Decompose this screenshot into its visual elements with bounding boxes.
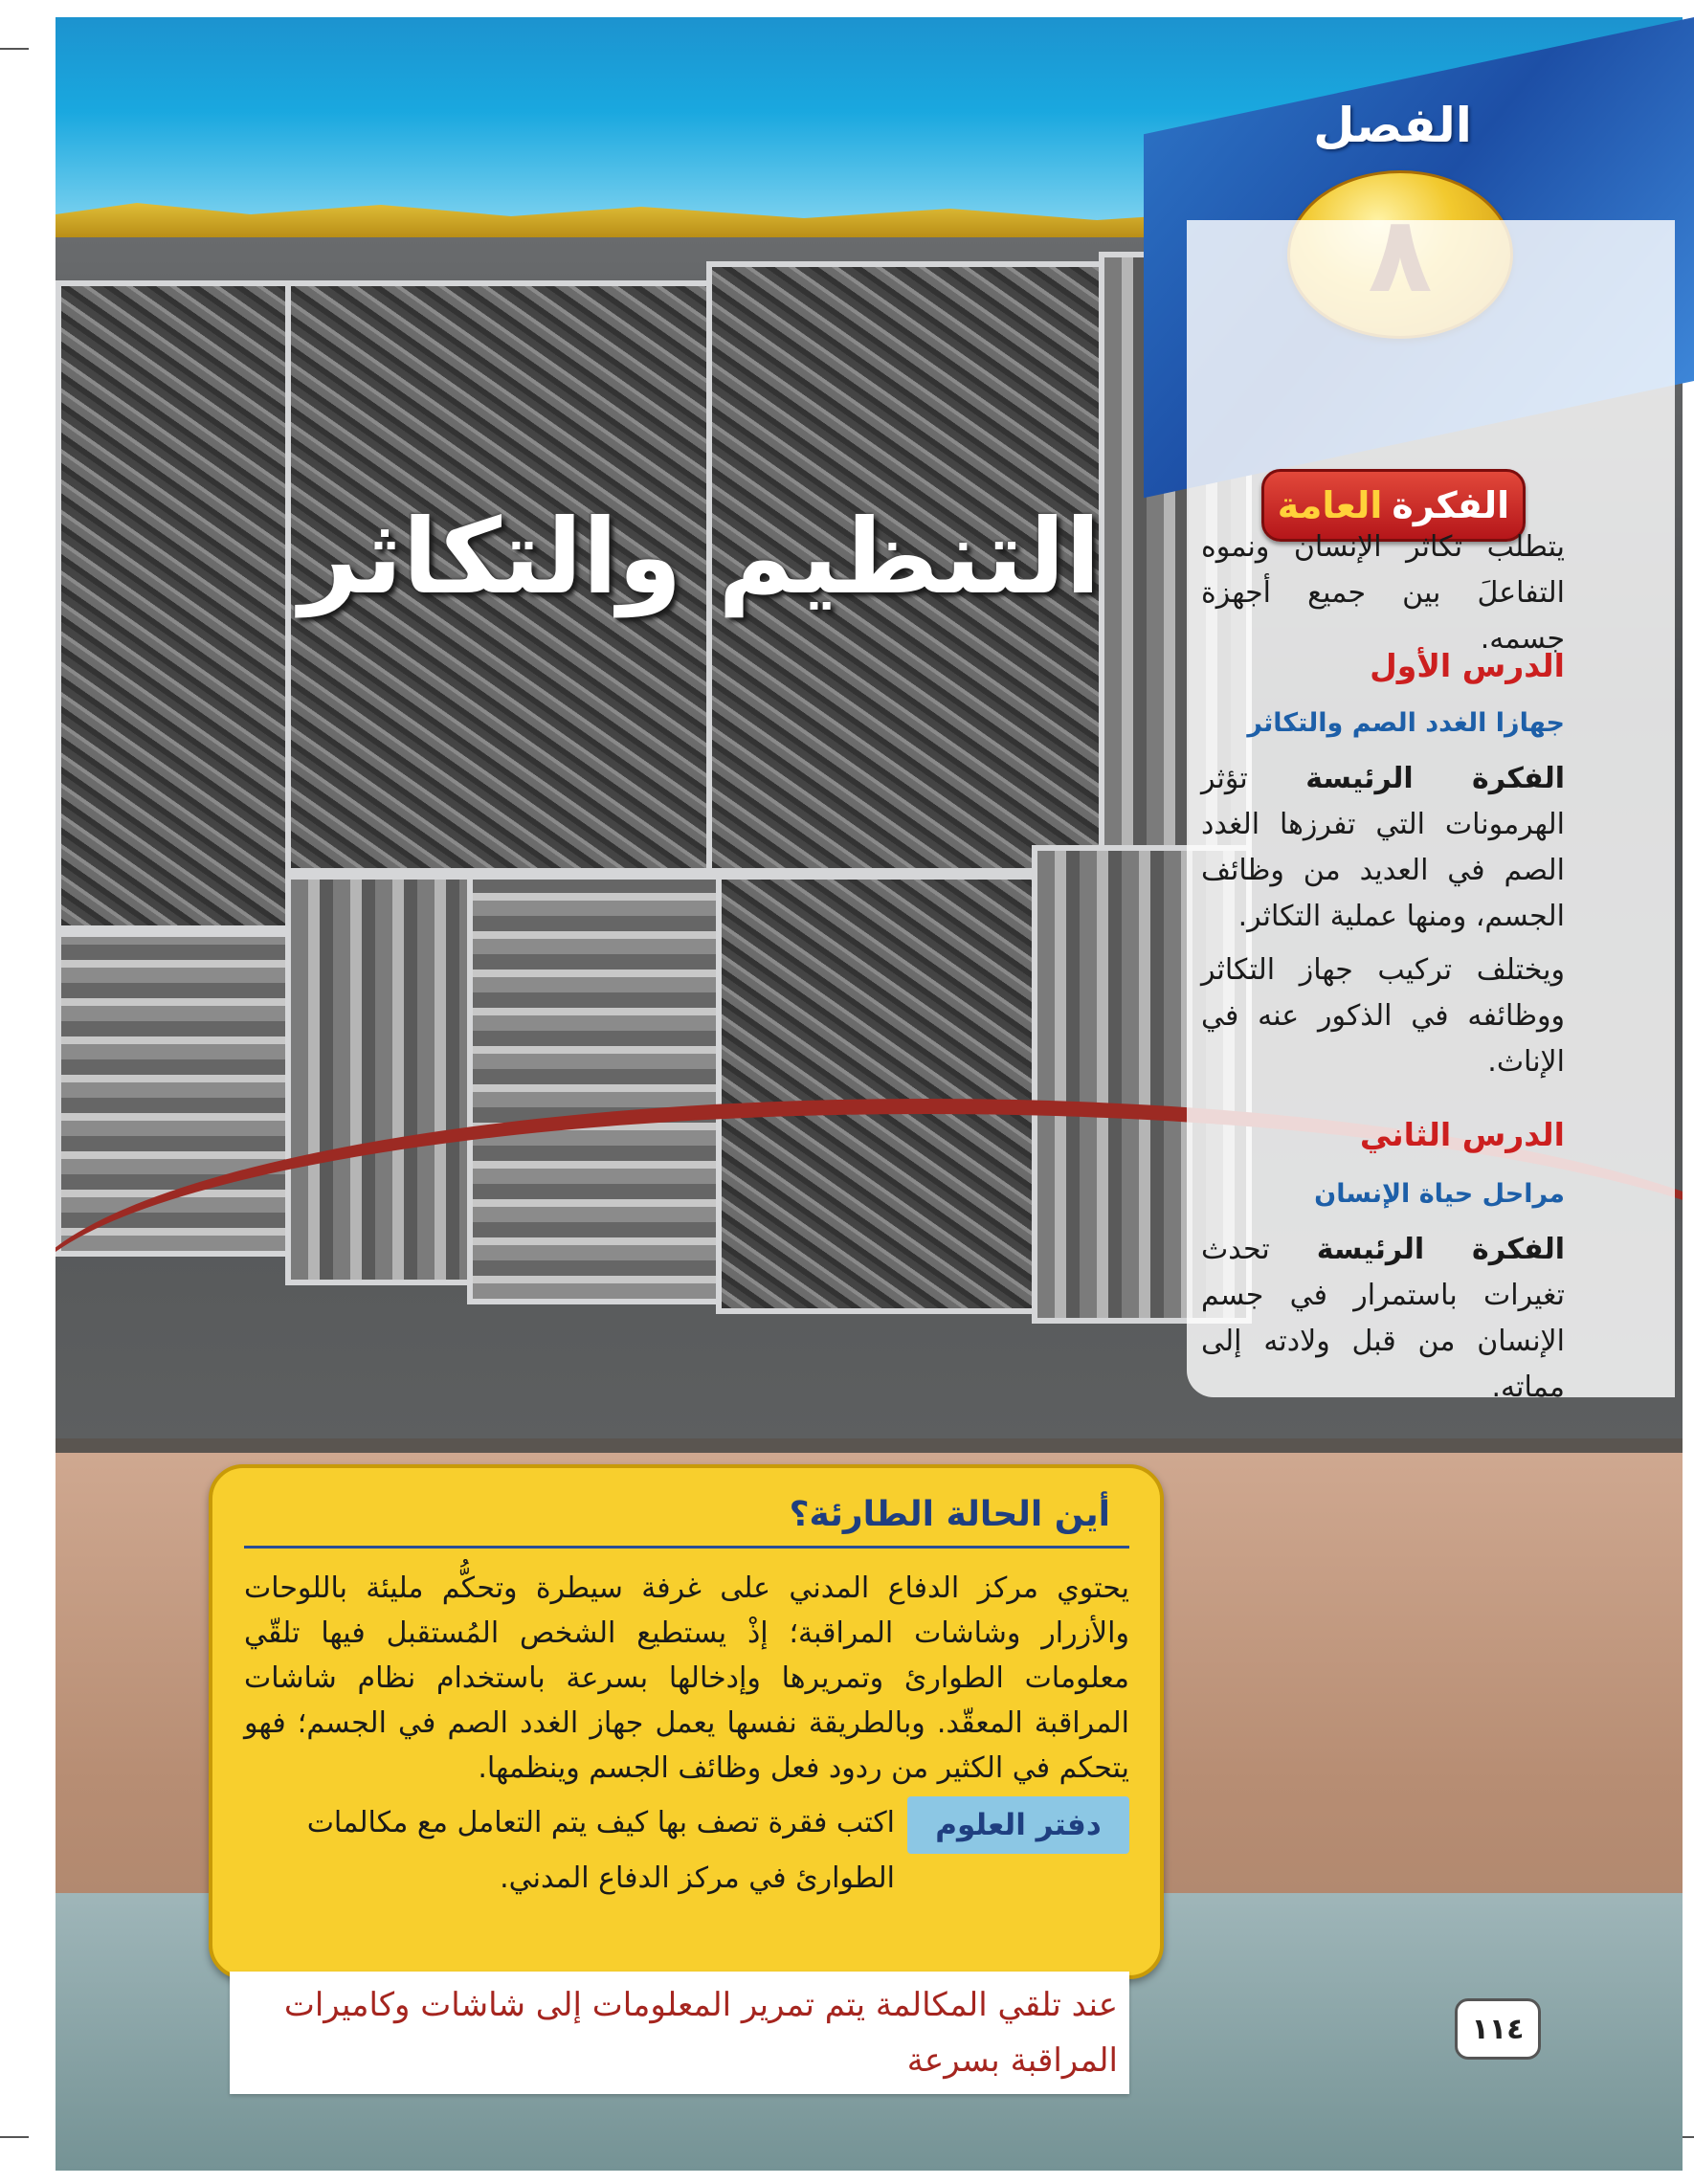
launch-lab-title: أين الحالة الطارئة؟ — [789, 1495, 1110, 1534]
title-divider — [244, 1546, 1129, 1549]
main-idea-label: الفكرة الرئيسة — [1305, 762, 1565, 795]
crop-mark — [0, 48, 29, 50]
answer-text: عند تلقي المكالمة يتم تمرير المعلومات إلى شاشات وكاميرات المراقبة بسرعة — [283, 1986, 1118, 2080]
lesson2-subtitle: مراحل حياة الإنسان — [1314, 1179, 1565, 1209]
lesson1-main-idea — [1201, 756, 1565, 940]
big-idea-text: يتطلب تكاثر الإنسان ونموه التفاعلَ بين جميع أجهزة جسمه. — [1201, 530, 1565, 656]
science-journal-label: دفتر العلوم — [907, 1796, 1129, 1854]
main-idea-text: تحدث تغيرات باستمرار في جسم الإنسان من قبل ولادته إلى مماته. — [1201, 1233, 1565, 1404]
launch-lab-body: يحتوي مركز الدفاع المدني على غرفة سيطرة وتحكُّم مليئة باللوحات والأزرار وشاشات المراقبة؛ إذْ يستطيع الشخص المُستقبل فيها تلقّي معلومات الطوارئ وتمريرها وإدخالها بسرعة باستخدام نظام شاشات المراقبة المعقّد. وبالطريقة نفسها يعمل جهاز الغدد الصم في الجسم؛ فهو يتحكم في الكثير من ردود فعل وظائف الجسم وينظمها. — [244, 1571, 1129, 1785]
lesson2-heading: الدرس الثاني — [1359, 1116, 1565, 1153]
big-idea-label-highlight: العامة — [1277, 484, 1383, 526]
page-title: التنظيم والتكاثر — [299, 498, 1101, 617]
main-idea-label: الفكرة الرئيسة — [1316, 1233, 1565, 1266]
lesson2-main-idea — [1201, 1227, 1565, 1411]
science-journal-prompt: اكتب فقرة تصف بها كيف يتم التعامل مع مكالمات الطوارئ في مركز الدفاع المدني. — [306, 1806, 895, 1895]
lesson1-heading: الدرس الأول — [1370, 647, 1565, 684]
page-number: ١١٤ — [1455, 1998, 1541, 2060]
big-idea-label: الفكرة — [1392, 484, 1510, 526]
lesson1-subtitle: جهازا الغدد الصم والتكاثر — [1247, 708, 1565, 738]
main-idea-text: تؤثر الهرمونات التي تفرزها الغدد الصم في العديد من وظائف الجسم، ومنها عملية التكاثر. — [1201, 762, 1565, 933]
lesson1-extra-text: ويختلف تركيب جهاز التكاثر ووظائفه في الذكور عنه في الإناث. — [1201, 953, 1565, 1079]
chapter-label: الفصل — [1313, 98, 1472, 153]
crop-mark — [0, 2136, 29, 2138]
